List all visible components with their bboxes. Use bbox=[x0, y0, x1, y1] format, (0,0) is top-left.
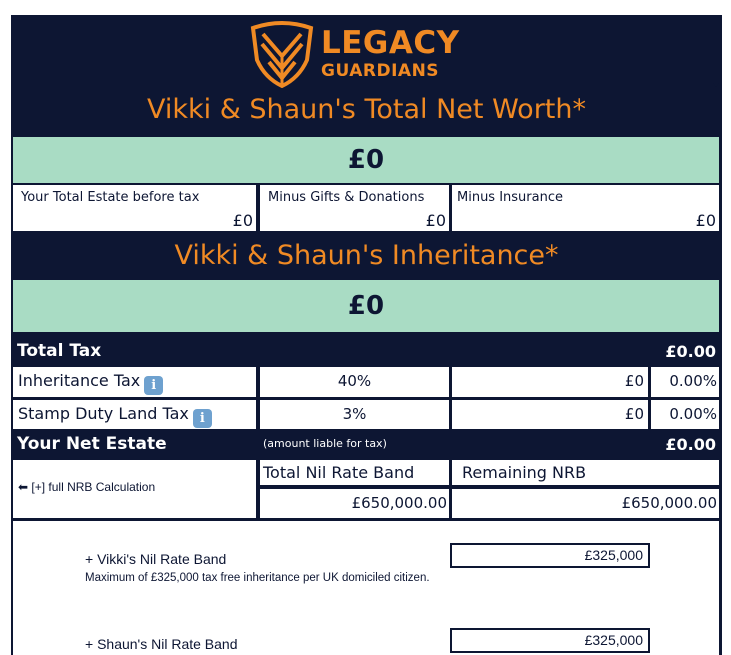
inheritance-tax-amount: £0 bbox=[624, 372, 644, 390]
stamp-duty-row-label-cell bbox=[13, 400, 256, 429]
estate-before-tax-label: Your Total Estate before tax bbox=[21, 190, 200, 205]
gifts-donations-cell bbox=[260, 185, 449, 231]
insurance-value: £0 bbox=[695, 211, 716, 230]
gifts-donations-value: £0 bbox=[425, 211, 446, 230]
inheritance-tax-rate-cell bbox=[260, 367, 449, 397]
net-estate-value: £0.00 bbox=[665, 435, 716, 454]
info-icon[interactable]: i bbox=[144, 376, 163, 395]
shaun-nrb-label: + Shaun's Nil Rate Band bbox=[85, 636, 238, 652]
inheritance-tax-percent-cell bbox=[651, 367, 719, 397]
gifts-donations-label: Minus Gifts & Donations bbox=[268, 190, 425, 205]
inheritance-tax-label bbox=[18, 371, 163, 395]
estate-before-tax-cell bbox=[13, 185, 256, 231]
stamp-duty-label-text: Stamp Duty Land Tax bbox=[18, 404, 189, 423]
inheritance-tax-percent: 0.00% bbox=[669, 372, 717, 390]
net-estate-label: Your Net Estate bbox=[17, 434, 167, 454]
nrb-toggle-label: [+] full NRB Calculation bbox=[31, 480, 156, 494]
vikki-nrb-note: Maximum of £325,000 tax free inheritance per UK domiciled citizen. bbox=[85, 572, 430, 584]
remaining-nrb-value: £650,000.00 bbox=[621, 494, 717, 512]
nrb-toggle-cell bbox=[13, 460, 256, 518]
stamp-duty-percent: 0.00% bbox=[669, 405, 717, 423]
inheritance-tax-label-text: Inheritance Tax bbox=[18, 371, 141, 390]
net-worth-total: £0 bbox=[13, 137, 719, 183]
nrb-details-panel bbox=[13, 521, 719, 655]
inheritance-tax-row-label-cell bbox=[13, 367, 256, 397]
info-icon[interactable]: i bbox=[193, 409, 212, 428]
inheritance-total: £0 bbox=[13, 280, 719, 332]
inheritance-tax-amount-cell bbox=[452, 367, 648, 397]
insurance-cell bbox=[452, 185, 719, 231]
inheritance-title: Vikki & Shaun's Inheritance* bbox=[174, 240, 559, 271]
stamp-duty-rate-cell bbox=[260, 400, 449, 429]
remaining-nrb-label-cell bbox=[452, 460, 719, 485]
stamp-duty-amount: £0 bbox=[624, 405, 644, 423]
estate-summary-panel bbox=[11, 15, 722, 655]
total-nrb-value: £650,000.00 bbox=[351, 494, 447, 512]
total-nrb-value-cell bbox=[260, 489, 449, 518]
nrb-calculation-toggle[interactable] bbox=[18, 480, 155, 494]
logo-text-guardians: GUARDIANS bbox=[321, 61, 440, 81]
shaun-nrb-input[interactable]: £325,000 bbox=[450, 628, 650, 653]
legacy-guardians-logo bbox=[249, 20, 469, 90]
net-worth-title: Vikki & Shaun's Total Net Worth* bbox=[146, 94, 586, 125]
net-estate-note: (amount liable for tax) bbox=[263, 437, 387, 450]
total-nrb-label-cell bbox=[260, 460, 449, 485]
inheritance-tax-rate: 40% bbox=[337, 372, 372, 390]
estate-before-tax-value: £0 bbox=[232, 211, 253, 230]
logo-text-legacy: LEGACY bbox=[321, 25, 460, 61]
stamp-duty-label bbox=[18, 404, 212, 428]
vikki-nrb-input[interactable]: £325,000 bbox=[450, 543, 650, 568]
remaining-nrb-label: Remaining NRB bbox=[462, 463, 587, 482]
stamp-duty-percent-cell bbox=[651, 400, 719, 429]
arrow-left-icon: ⬅ bbox=[18, 480, 29, 494]
stamp-duty-rate: 3% bbox=[342, 405, 367, 423]
shield-logo-icon bbox=[249, 20, 315, 88]
insurance-label: Minus Insurance bbox=[457, 190, 563, 205]
total-tax-label: Total Tax bbox=[17, 341, 102, 361]
stamp-duty-amount-cell bbox=[452, 400, 648, 429]
remaining-nrb-value-cell bbox=[452, 489, 719, 518]
vikki-nrb-label: + Vikki's Nil Rate Band bbox=[85, 551, 227, 567]
corner-marker-icon bbox=[713, 83, 719, 87]
total-nrb-label: Total Nil Rate Band bbox=[263, 463, 415, 482]
total-tax-value: £0.00 bbox=[665, 342, 716, 361]
